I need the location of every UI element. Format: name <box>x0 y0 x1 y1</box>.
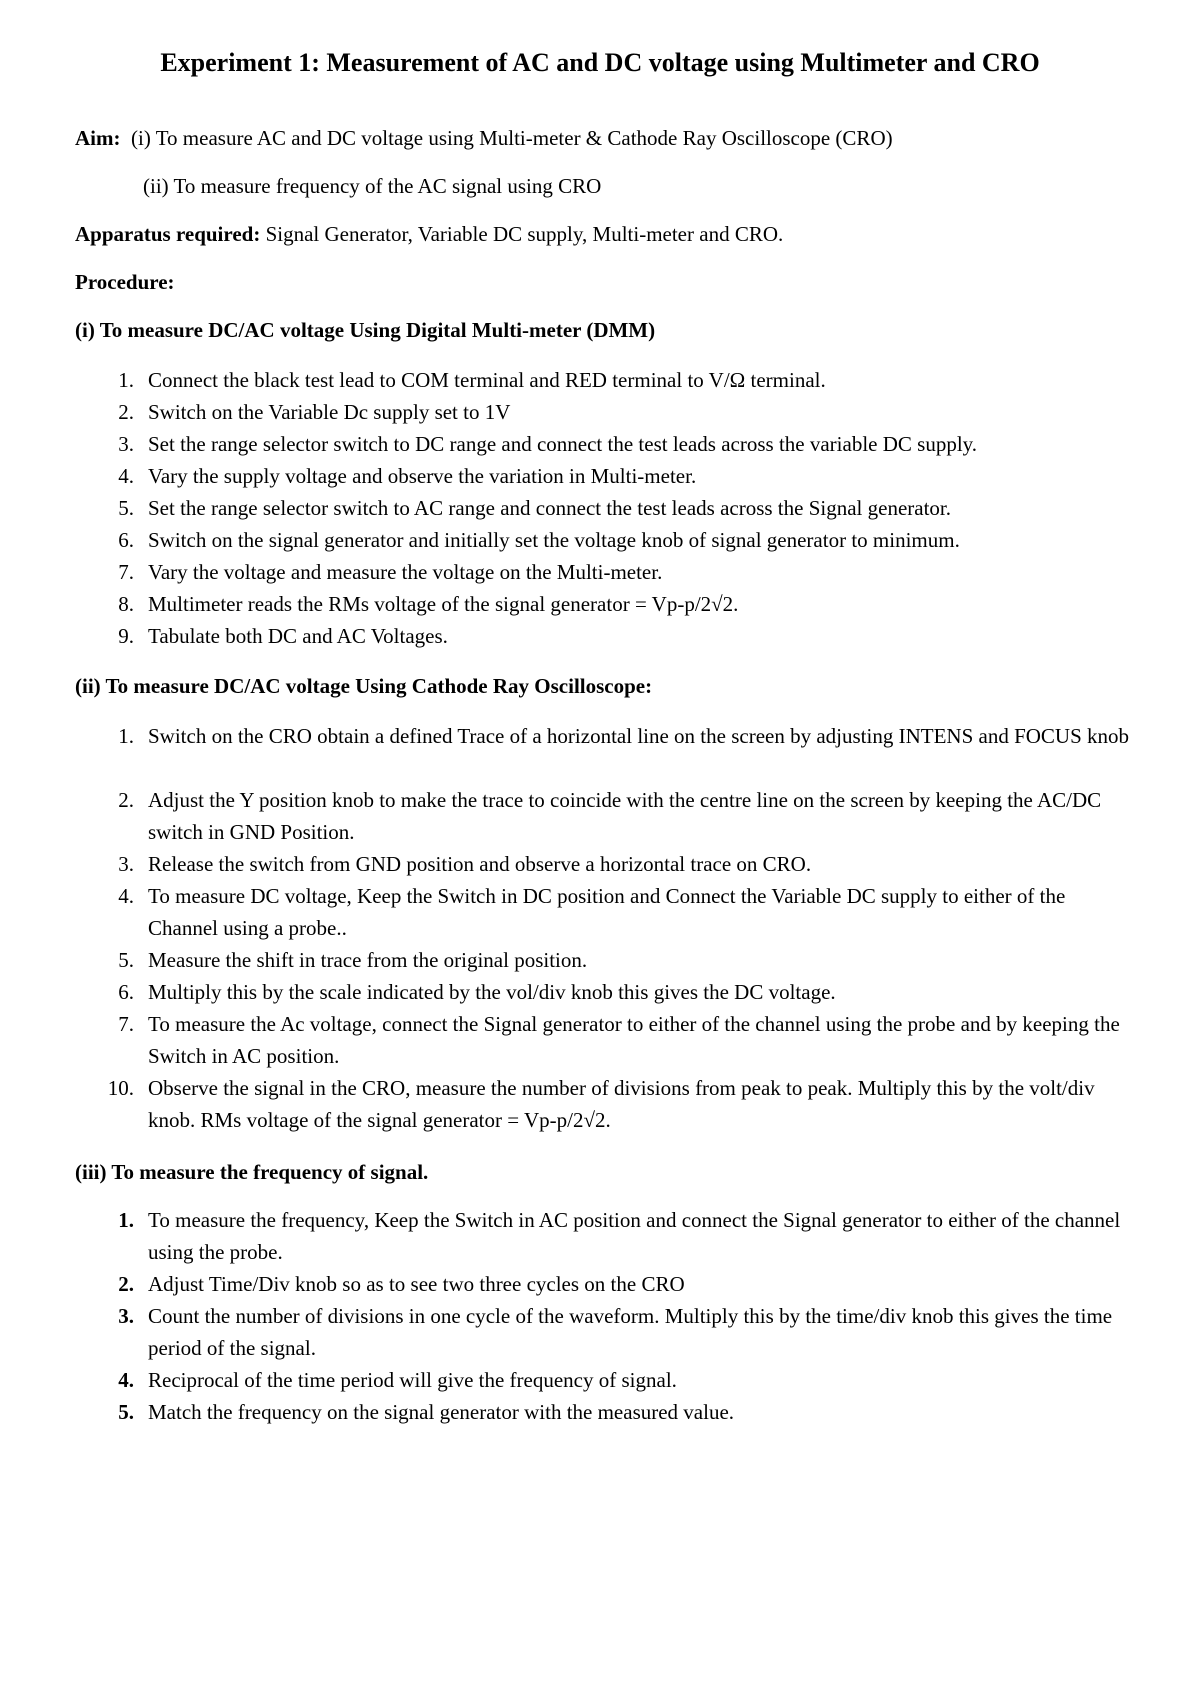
item-number: 3. <box>118 1304 134 1328</box>
item-text: Set the range selector switch to DC range and connect the test leads across the variable DC supply. <box>148 432 978 456</box>
procedure-heading: Procedure: <box>75 270 175 294</box>
item-number: 4. <box>118 884 134 908</box>
item-number: 5. <box>118 496 134 520</box>
item-number: 7. <box>118 560 134 584</box>
item-number: 10. <box>107 1076 134 1100</box>
item-number: 1. <box>118 368 134 392</box>
item-text: Switch on the signal generator and initially set the voltage knob of signal generator to minimum. <box>148 528 960 552</box>
item-text: Match the frequency on the signal generator with the measured value. <box>148 1400 735 1424</box>
item-text: Switch on the CRO obtain a defined Trace of a horizontal line on the screen by adjusting INTENS and FOCUS knob <box>148 724 1130 748</box>
item-number: 2. <box>118 788 134 812</box>
item-text: Reciprocal of the time period will give the frequency of signal. <box>148 1368 677 1392</box>
item-number: 2. <box>118 1272 134 1296</box>
item-number: 4. <box>118 1368 134 1392</box>
aim-line-2: (ii) To measure frequency of the AC signal using CRO <box>143 174 602 198</box>
item-text: Adjust Time/Div knob so as to see two three cycles on the CRO <box>148 1272 685 1296</box>
section3-heading: (iii) To measure the frequency of signal. <box>75 1160 429 1184</box>
item-text: To measure DC voltage, Keep the Switch in DC position and Connect the Variable DC supply to either of the Channel using a probe.. <box>148 884 1066 940</box>
item-number: 3. <box>118 432 134 456</box>
item-number: 4. <box>118 464 134 488</box>
item-text: Measure the shift in trace from the original position. <box>148 948 588 972</box>
item-text: Set the range selector switch to AC range and connect the test leads across the Signal generator. <box>148 496 951 520</box>
item-text: Release the switch from GND position and observe a horizontal trace on CRO. <box>148 852 812 876</box>
item-text: Observe the signal in the CRO, measure the number of divisions from peak to peak. Multiply this by the volt/div knob. RMs voltage of the signal generator = Vp-p/2√2. <box>148 1076 1095 1132</box>
item-text: Count the number of divisions in one cycle of the waveform. Multiply this by the time/div knob this gives the time period of the signal. <box>148 1304 1113 1360</box>
item-number: 3. <box>118 852 134 876</box>
item-text: Tabulate both DC and AC Voltages. <box>148 624 448 648</box>
item-number: 6. <box>118 980 134 1004</box>
page-title: Experiment 1: Measurement of AC and DC voltage using Multimeter and CRO <box>160 48 1040 77</box>
item-text: Vary the supply voltage and observe the variation in Multi-meter. <box>148 464 697 488</box>
item-number: 1. <box>118 1208 134 1232</box>
item-text: Connect the black test lead to COM terminal and RED terminal to V/Ω terminal. <box>148 368 826 392</box>
item-number: 9. <box>118 624 134 648</box>
item-text: To measure the Ac voltage, connect the Signal generator to either of the channel using the probe and by keeping the Switch in AC position. <box>148 1012 1120 1068</box>
item-number: 8. <box>118 592 134 616</box>
apparatus-line <box>75 220 783 248</box>
item-number: 6. <box>118 528 134 552</box>
aim-label: Aim: <box>75 126 121 150</box>
aim-text-1: (i) To measure AC and DC voltage using Multi-meter & Cathode Ray Oscilloscope (CRO) <box>131 126 893 150</box>
item-number: 7. <box>118 1012 134 1036</box>
item-number: 5. <box>118 1400 134 1424</box>
apparatus-text: Signal Generator, Variable DC supply, Multi-meter and CRO. <box>265 222 784 246</box>
aim-line-1 <box>75 124 893 152</box>
item-text: Vary the voltage and measure the voltage on the Multi-meter. <box>148 560 663 584</box>
item-text: Multimeter reads the RMs voltage of the signal generator = Vp-p/2√2. <box>148 592 739 616</box>
item-text: Multiply this by the scale indicated by the vol/div knob this gives the DC voltage. <box>148 980 836 1004</box>
section2-heading: (ii) To measure DC/AC voltage Using Cathode Ray Oscilloscope: <box>75 674 653 698</box>
item-number: 5. <box>118 948 134 972</box>
apparatus-label: Apparatus required: <box>75 222 261 246</box>
item-text: Adjust the Y position knob to make the trace to coincide with the centre line on the screen by keeping the AC/DC switch in GND Position. <box>148 788 1102 844</box>
item-number: 2. <box>118 400 134 424</box>
item-text: To measure the frequency, Keep the Switch in AC position and connect the Signal generator to either of the channel using the probe. <box>148 1208 1121 1264</box>
item-text: Switch on the Variable Dc supply set to 1V <box>148 400 511 424</box>
section1-heading: (i) To measure DC/AC voltage Using Digital Multi-meter (DMM) <box>75 318 656 342</box>
item-number: 1. <box>118 724 134 748</box>
